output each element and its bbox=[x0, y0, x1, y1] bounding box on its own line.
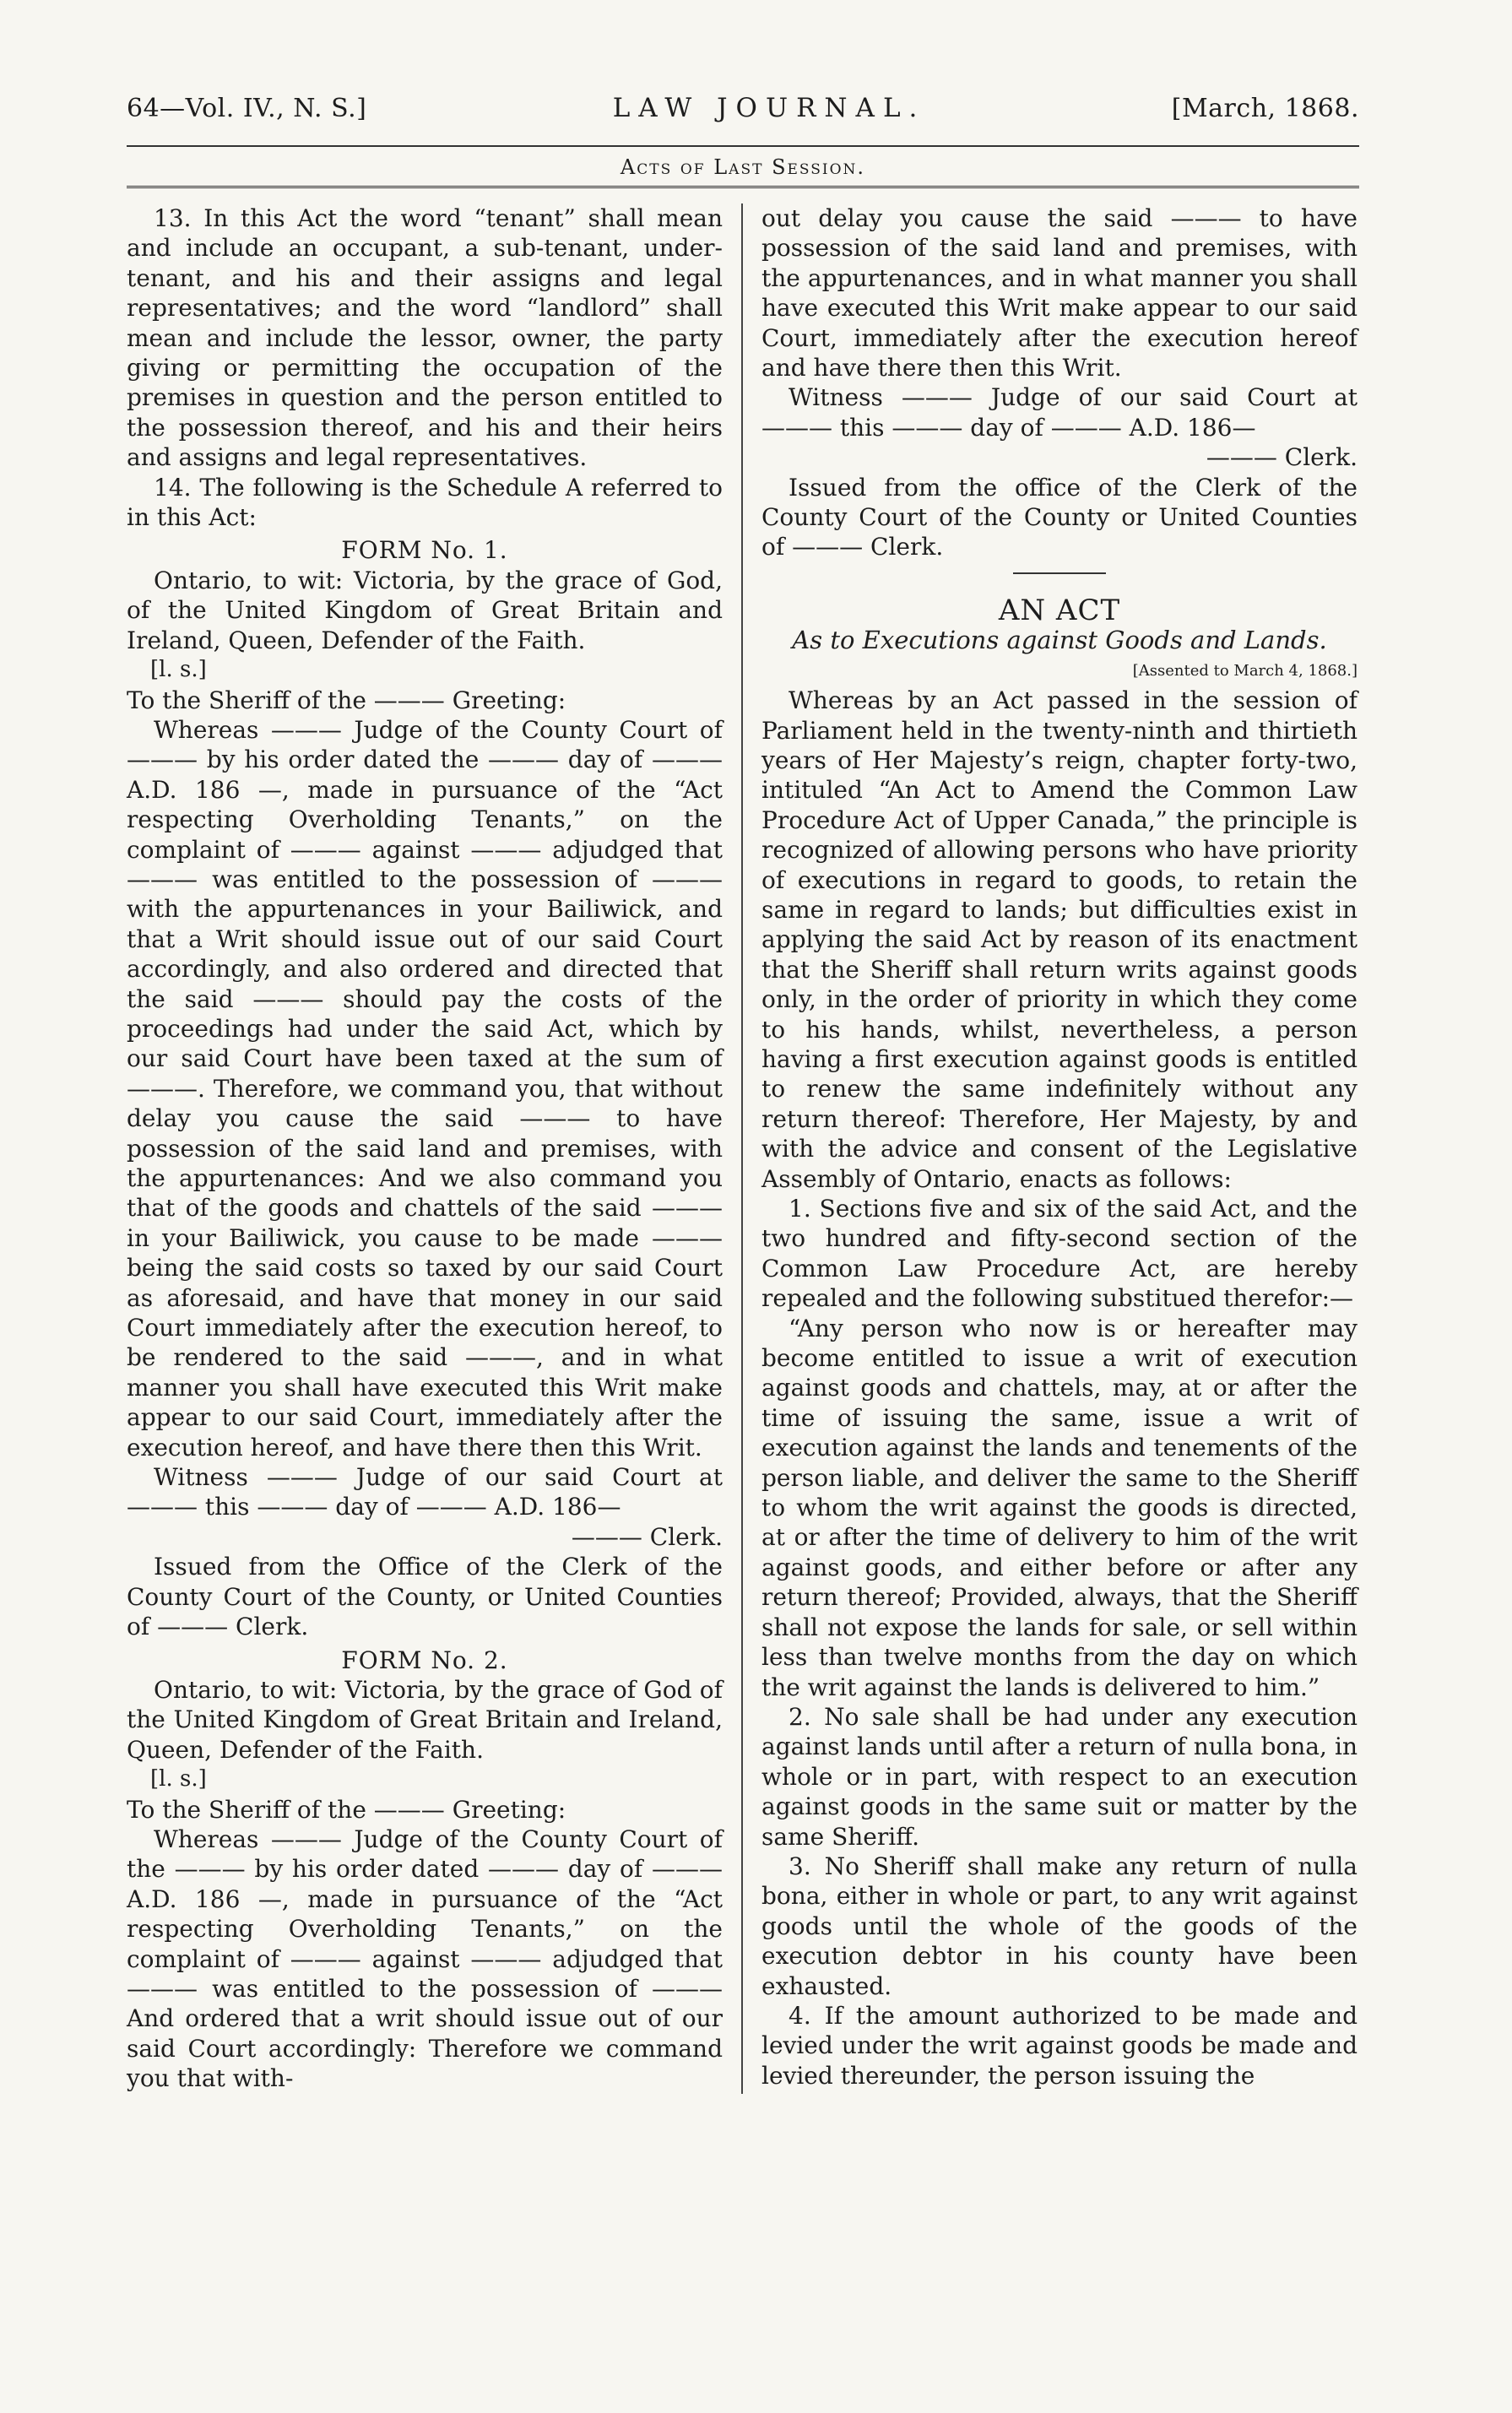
paragraph: ——— Clerk. bbox=[571, 1522, 723, 1551]
two-column-body bbox=[127, 203, 1359, 2094]
paragraph: 14. The following is the Schedule A referred to in this Act: bbox=[127, 473, 723, 532]
paragraph: Whereas ——— Judge of the County Court of the ——— by his order dated ——— day of ——— A.D. 186 —, made in pursuance of the “Act respecting Overholding Tenants,” on the complaint of ——— against ——— adjudged that ——— was entitled to the possession of ——— And ordered that a writ should issue out of our said Court accordingly: Therefore we command you that with- bbox=[127, 1825, 723, 2093]
paragraph: “Any person who now is or hereafter may become entitled to issue a writ of execution against goods and chattels, may, at or after the time of issuing the same, issue a writ of execution against the lands and tenements of the person liable, and deliver the same to the Sheriff to whom the writ against the goods is directed, at or after the time of delivery to him of the writ against goods, and either before or after any return thereof; Provided, always, that the Sheriff shall not expose the lands for sale, or sell within less than twelve months from the day on which the writ against the lands is delivered to him.” bbox=[761, 1314, 1358, 1701]
paragraph: Whereas ——— Judge of the County Court of ——— by his order dated the ——— day of ——— A.D. 186 —, made in pursuance of the “Act respecting Overholding Tenants,” on the complaint of ——— against ——— adjudged that ——— was entitled to the possession of ——— with the appurtenances in your Bailiwick, and that a Writ should issue out of our said Court accordingly, and also ordered and directed that the said ——— should pay the costs of the proceedings had under the said Act, which by our said Court have been taxed at the sum of ———. Therefore, we command you, that without delay you cause the said ——— to have possession of the said land and premises, with the appurtenances: And we also command you that of the goods and chattels of the said ——— in your Bailiwick, you cause to be made ——— being the said costs so taxed by our said Court as aforesaid, and have that money in our said Court immediately after the execution hereof, to be rendered to the said ———, and in what manner you shall have executed this Writ make appear to our said Court, immediately after the execution hereof, and have there then this Writ. bbox=[127, 715, 723, 1461]
short-rule bbox=[1013, 572, 1106, 574]
paragraph: Ontario, to wit: Victoria, by the grace of God of the United Kingdom of Great Britain and Ireland, Queen, Defender of the Faith. bbox=[127, 1675, 723, 1764]
paragraph: Witness ——— Judge of our said Court at ——— this ——— day of ——— A.D. 186— bbox=[761, 383, 1358, 442]
paragraph: Ontario, to wit: Victoria, by the grace of God, of the United Kingdom of Great Britain and Ireland, Queen, Defender of the Faith. bbox=[127, 566, 723, 654]
volume-label: 64—Vol. IV., N. S.] bbox=[127, 94, 367, 123]
section-heading: Acts of Last Session. bbox=[127, 145, 1359, 188]
act-subtitle: As to Executions against Goods and Lands. bbox=[792, 626, 1327, 655]
journal-title: LAW JOURNAL. bbox=[612, 93, 926, 123]
paragraph: FORM No. 1. bbox=[341, 536, 508, 565]
paragraph: 13. In this Act the word “tenant” shall mean and include an occupant, a sub-tenant, under-tenant, and his and their assigns and legal representatives; and the word “landlord” shall mean and include the lessor, owner, the party giving or permitting the occupation of the premises in question and the person entitled to the possession thereof, and his and their heirs and assigns and legal representatives. bbox=[127, 204, 723, 472]
paragraph: FORM No. 2. bbox=[341, 1646, 508, 1674]
paragraph: To the Sheriff of the ——— Greeting: bbox=[127, 686, 566, 714]
paragraph: Issued from the office of the Clerk of the County Court of the County or United Counties of ——— Clerk. bbox=[761, 473, 1358, 561]
act-title: AN ACT bbox=[998, 593, 1121, 627]
act-body bbox=[761, 686, 1358, 2090]
paragraph: Issued from the Office of the Clerk of the County Court of the County, or United Counties of ——— Clerk. bbox=[127, 1553, 723, 1641]
paragraph: Witness ——— Judge of our said Court at ——— this ——— day of ——— A.D. 186— bbox=[127, 1463, 723, 1521]
paragraph: 1. Sections five and six of the said Act, and the two hundred and fifty-second section of the Common Law Procedure Act, are hereby repealed and the following substitued therefor:— bbox=[761, 1195, 1358, 1313]
paragraph: ——— Clerk. bbox=[1206, 443, 1358, 472]
paragraph: 4. If the amount authorized to be made and levied under the writ against goods be made and levied thereunder, the person issuing the bbox=[761, 2001, 1358, 2090]
left-column bbox=[127, 203, 741, 2094]
paragraph: 3. No Sheriff shall make any return of nulla bona, either in whole or part, to any writ against goods until the whole of the goods of the execution debtor in his county have been exhausted. bbox=[761, 1852, 1358, 2000]
running-head bbox=[127, 93, 1359, 123]
paragraph: out delay you cause the said ——— to have possession of the said land and premises, with the appurtenances, and in what manner you shall have executed this Writ make appear to our said Court, immediately after the execution hereof and have there then this Writ. bbox=[761, 204, 1358, 382]
right-column bbox=[743, 203, 1358, 2094]
right-column-forms bbox=[761, 203, 1358, 562]
issue-date: [March, 1868. bbox=[1171, 94, 1359, 123]
page bbox=[127, 93, 1359, 2356]
assent-date: [Assented to March 4, 1868.] bbox=[1132, 661, 1358, 680]
paragraph: [l. s.] bbox=[150, 657, 207, 683]
paragraph: To the Sheriff of the ——— Greeting: bbox=[127, 1795, 566, 1824]
paragraph: 2. No sale shall be had under any execution against lands until after a return of nulla bona, in whole or in part, with respect to an execution against goods in the same suit or matter by the same Sheriff. bbox=[761, 1702, 1358, 1851]
paragraph: Whereas by an Act passed in the session of Parliament held in the twenty-ninth and thirtieth years of Her Majesty’s reign, chapter forty-two, intituled “An Act to Amend the Common Law Procedure Act of Upper Canada,” the principle is recognized of allowing persons who have priority of executions in regard to goods, to retain the same in regard to lands; but difficulties exist in applying the said Act by reason of its enactment that the Sheriff shall return writs against goods only, in the order of priority in which they come to his hands, whilst, nevertheless, a person having a first execution against goods is entitled to renew the same indefinitely without any return thereof: Therefore, Her Majesty, by and with the advice and consent of the Legislative Assembly of Ontario, enacts as follows: bbox=[761, 686, 1358, 1193]
paragraph: [l. s.] bbox=[150, 1766, 207, 1792]
